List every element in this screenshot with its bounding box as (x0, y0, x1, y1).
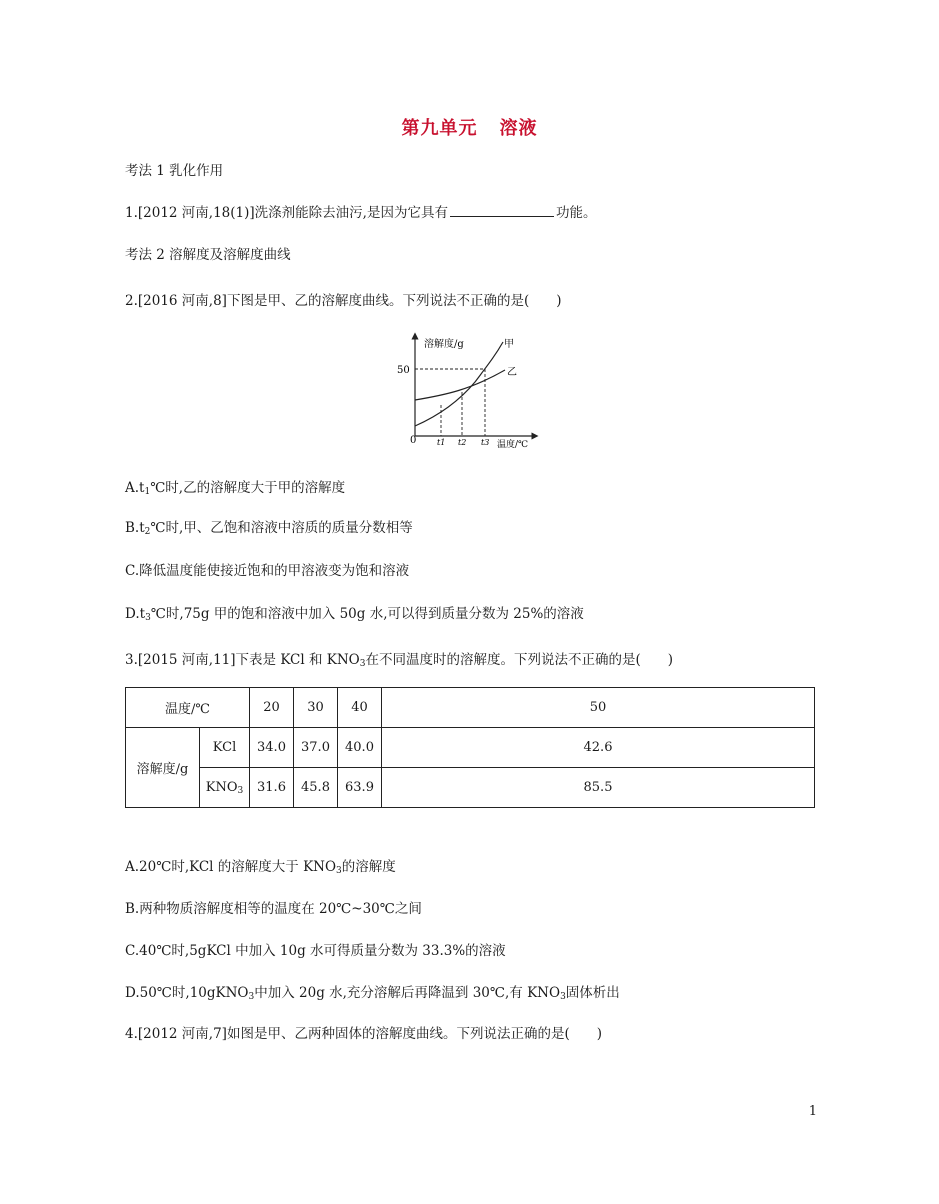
question-3-option-b: B.两种物质溶解度相等的温度在 20℃~30℃之间 (125, 901, 422, 917)
table-row (126, 728, 815, 768)
table-cell: 30 (294, 688, 338, 728)
x-tick-t1: t1 (437, 438, 446, 447)
section-heading-2: 考法 2 溶解度及溶解度曲线 (125, 247, 291, 263)
title-main: 第九单元 (401, 118, 478, 139)
table-cell: 34.0 (250, 728, 294, 768)
question-1 (125, 202, 596, 222)
table-cell: 31.6 (250, 768, 294, 808)
table-cell: 42.6 (382, 728, 815, 768)
series-jia-label: 甲 (504, 339, 514, 350)
question-3-option-c: C.40℃时,5gKCl 中加入 10g 水可得质量分数为 33.3%的溶液 (125, 943, 506, 959)
table-cell: 45.8 (294, 768, 338, 808)
question-1-text: 1.[2012 河南,18(1)]洗涤剂能除去油污,是因为它具有 (125, 205, 448, 221)
page-title (0, 114, 939, 140)
solubility-chart (395, 330, 545, 455)
solubility-table (125, 687, 815, 808)
x-tick-t3: t3 (481, 438, 490, 447)
x-axis-label: 温度/℃ (497, 440, 529, 450)
origin-label: 0 (410, 435, 417, 446)
table-cell: 63.9 (338, 768, 382, 808)
table-header-solubility: 溶解度/g (126, 728, 200, 808)
series-yi-line (415, 370, 505, 400)
question-2-option-b: $B.t_2℃$时,甲、乙饱和溶液中溶质的质量分数相等 (125, 520, 413, 537)
series-yi-label: 乙 (507, 367, 517, 378)
y-tick-50: 50 (397, 365, 410, 376)
table-cell: 20 (250, 688, 294, 728)
answer-blank (450, 202, 554, 217)
table-row (126, 768, 815, 808)
table-cell: 40.0 (338, 728, 382, 768)
table-cell: 37.0 (294, 728, 338, 768)
question-3-option-d: D.50℃时,10gKNO$_3$中加入 20g 水,充分溶解后再降温到 30℃,有 $KNO_3$固体析出 (125, 985, 620, 1002)
title-sub: 溶液 (499, 118, 538, 139)
question-4-stem: 4.[2012 河南,7]如图是甲、乙两种固体的溶解度曲线。下列说法正确的是( ) (125, 1026, 602, 1042)
question-3-option-a: A.20℃时,KCl 的溶解度大于 $KNO_3$的溶解度 (125, 859, 396, 876)
series-jia-line (415, 342, 503, 426)
table-row (126, 688, 815, 728)
question-2-option-a: $A.t_1℃$时,乙的溶解度大于甲的溶解度 (125, 480, 346, 497)
x-tick-t2: t2 (458, 438, 467, 447)
question-2-option-d: $D.t_3℃$时,75g 甲的饱和溶液中加入 50g 水,可以得到质量分数为 25%的溶液 (125, 606, 584, 623)
question-1-suffix: 功能。 (555, 205, 597, 221)
section-heading-1: 考法 1 乳化作用 (125, 163, 224, 179)
question-2-stem: 2.[2016 河南,8]下图是甲、乙的溶解度曲线。下列说法不正确的是( ) (125, 293, 562, 309)
page-number: 1 (808, 1104, 817, 1119)
question-3-stem: 3.[2015 河南,11]下表是 KCl 和 $KNO_3$在不同温度时的溶解度。下列说法不正确的是( ) (125, 652, 674, 669)
table-cell: KCl (200, 728, 250, 768)
table-header-temp: 温度/℃ (126, 688, 250, 728)
table-cell: 50 (382, 688, 815, 728)
table-cell: 85.5 (382, 768, 815, 808)
question-2-option-c: C.降低温度能使接近饱和的甲溶液变为饱和溶液 (125, 563, 410, 579)
table-cell: $KNO_3$ (200, 768, 250, 808)
y-axis-label: 溶解度/g (424, 339, 464, 350)
table-cell: 40 (338, 688, 382, 728)
